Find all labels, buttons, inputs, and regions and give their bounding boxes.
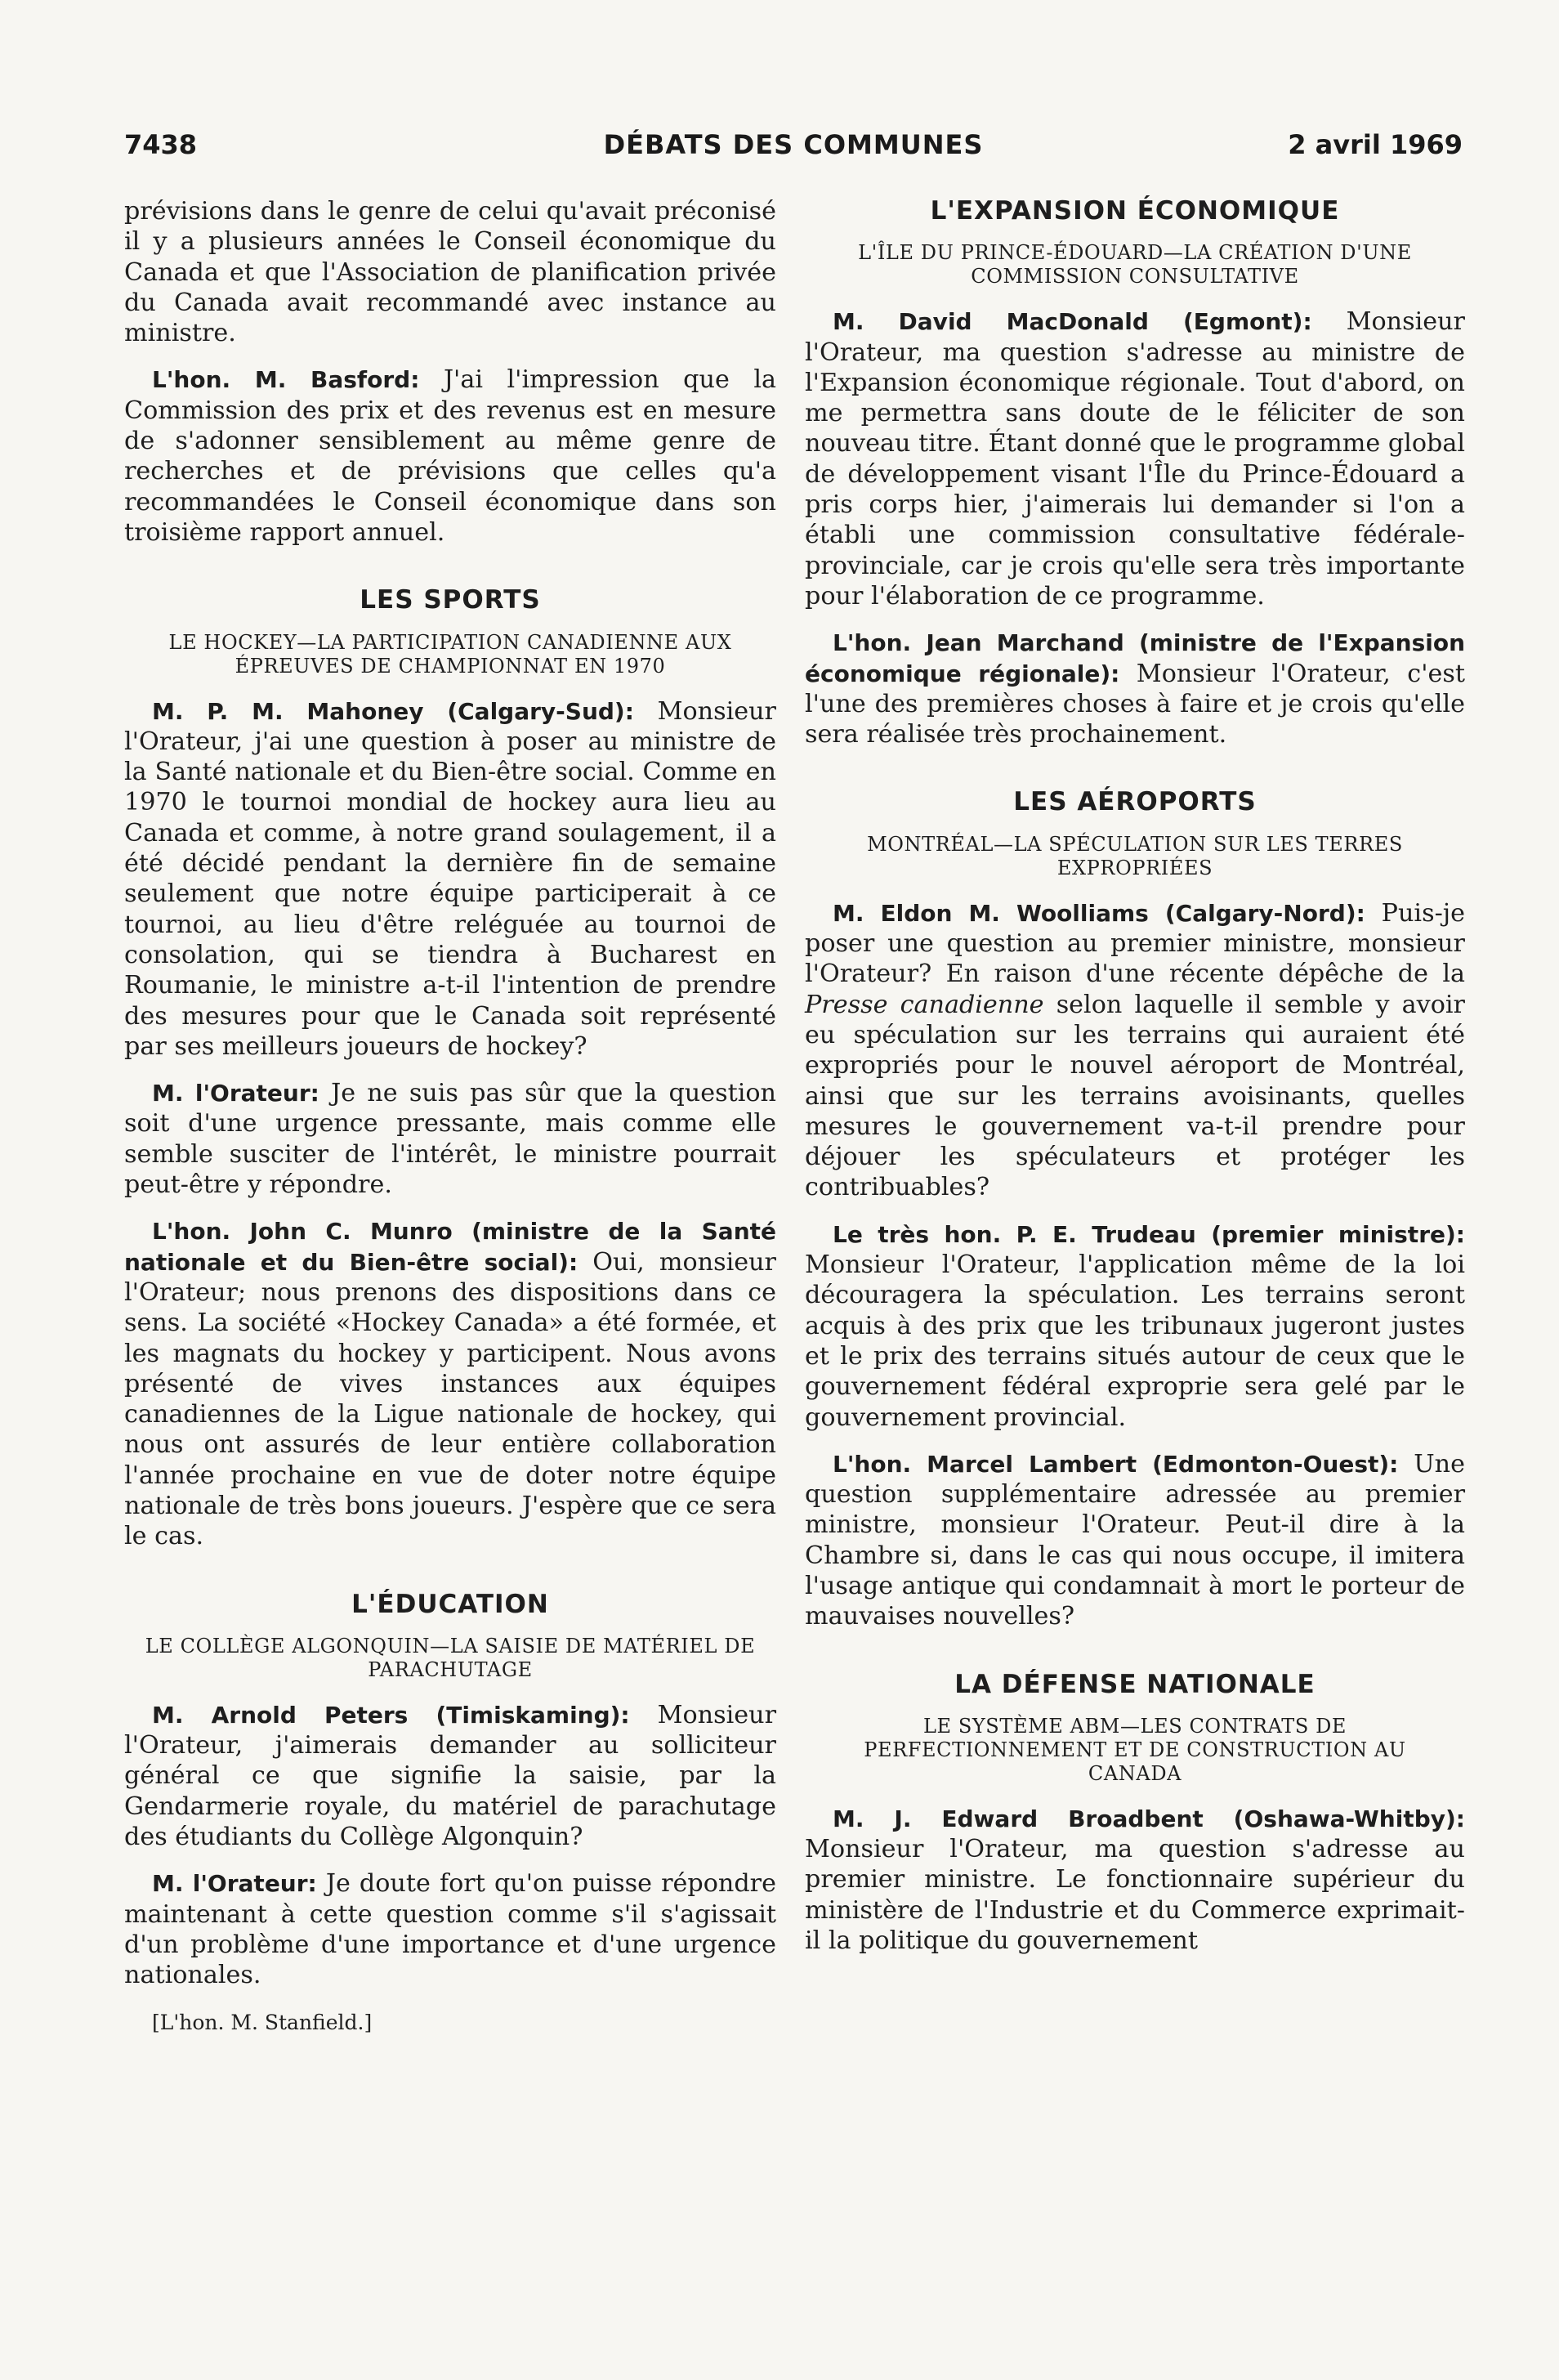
- publication-title: DÉBATS DES COMMUNES: [603, 129, 984, 160]
- paragraph: [124, 1700, 776, 1852]
- page-number: 7438: [124, 129, 198, 160]
- page-date: 2 avril 1969: [1288, 129, 1463, 160]
- paragraph-text: selon laquelle il semble y avoir eu spéculation sur les terrains qui auraient été expropriés pour le nouvel aéroport de Montréal, ainsi que sur les terrains avoisinants, quelles mesures le gouvernement va-t-il prendre pour déjouer les spéculateurs et protéger les contribuables?: [805, 990, 1465, 1202]
- paragraph-text: Monsieur l'Orateur, c'est l'une des premières choses à faire et je crois qu'elle sera réalisée très prochainement.: [805, 659, 1465, 749]
- subheading: MONTRÉAL—LA SPÉCULATION SUR LES TERRES EXPROPRIÉES: [867, 832, 1403, 879]
- paragraph: [805, 1449, 1465, 1632]
- subheading: LE COLLÈGE ALGONQUIN—LA SAISIE DE MATÉRIEL DE PARACHUTAGE: [145, 1634, 756, 1681]
- paragraph: [124, 1868, 776, 1990]
- publication-name: Presse canadienne: [805, 990, 1044, 1019]
- speaker-name: M. David MacDonald (Egmont):: [833, 308, 1312, 336]
- paragraph-text: Monsieur l'Orateur, ma question s'adresse au ministre de l'Expansion économique régionale. Tout d'abord, on me permettra sans doute de le féliciter de son nouveau titre. Étant donné que le programme global de développement visant l'Île du Prince-Édouard a pris corps hier, j'aimerais lui demander si l'on a établi une commission consultative fédérale-provinciale, car je crois qu'elle sera très importante pour l'élaboration de ce programme.: [805, 307, 1465, 611]
- speaker-name: L'hon. M. Basford:: [152, 366, 420, 394]
- paragraph-text: Monsieur l'Orateur, l'application même de la loi découragera la spéculation. Les terrains seront acquis à des prix que les tribunaux jugeront justes et le prix des terrains situés autour de ceux que le gouvernement fédéral exproprie sera gelé par le gouvernement provincial.: [805, 1250, 1465, 1432]
- speaker-name: L'hon. Jean Marchand (ministre de l'Expansion économique régionale):: [805, 629, 1465, 687]
- paragraph: [124, 365, 776, 548]
- subheading: L'ÎLE DU PRINCE-ÉDOUARD—LA CRÉATION D'UNE COMMISSION CONSULTATIVE: [858, 241, 1412, 289]
- paragraph-text: Je ne suis pas sûr que la question soit d'une urgence pressante, mais comme elle semble susciter de l'intérêt, le ministre pourrait peut-être y répondre.: [124, 1079, 776, 1200]
- speaker-name: M. P. M. Mahoney (Calgary-Sud):: [152, 697, 634, 725]
- paragraph: [124, 696, 776, 1062]
- speaker-name: M. Arnold Peters (Timiskaming):: [152, 1701, 630, 1729]
- paragraph-text: Monsieur l'Orateur, j'ai une question à poser au ministre de la Santé nationale et du Bien-être social. Comme en 1970 le tournoi mondial de hockey aura lieu au Canada et comme, à notre grand soulagement, il a été décidé pendant la dernière fin de semaine seulement que notre équipe participerait à ce tournoi, au lieu d'être reléguée au tournoi de consolation, qui se tiendra à Bucharest en Roumanie, le ministre a-t-il l'intention de prendre des mesures pour que le Canada soit représenté par ses meilleurs joueurs de hockey?: [124, 696, 776, 1061]
- paragraph: [124, 1078, 776, 1200]
- paragraph-text: Monsieur l'Orateur, ma question s'adresse au premier ministre. Le fonctionnaire supérieur du ministère de l'Industrie et du Commerce exprimait-il la politique du gouvernement: [805, 1835, 1465, 1956]
- section-heading: L'EXPANSION ÉCONOMIQUE: [930, 196, 1340, 226]
- speaker-name: M. l'Orateur:: [152, 1080, 319, 1107]
- paragraph: [805, 628, 1465, 749]
- speaker-name: Le très hon. P. E. Trudeau (premier ministre):: [833, 1220, 1465, 1248]
- paragraph-text: prévisions dans le genre de celui qu'avait préconisé il y a plusieurs années le Conseil économique du Canada et que l'Association de planification privée du Canada avait recommandé avec instance au ministre.: [124, 197, 776, 348]
- subheading: LE HOCKEY—LA PARTICIPATION CANADIENNE AUX ÉPREUVES DE CHAMPIONNAT EN 1970: [168, 630, 732, 678]
- paragraph: [805, 898, 1465, 1203]
- paragraph: [805, 1804, 1465, 1956]
- subheading: LE SYSTÈME ABM—LES CONTRATS DE PERFECTIONNEMENT ET DE CONSTRUCTION AU CANADA: [864, 1714, 1406, 1785]
- paragraph-text: Oui, monsieur l'Orateur; nous prenons des dispositions dans ce sens. La société «Hockey Canada» a été formée, et les magnats du hockey y participent. Nous avons présenté de vives instances aux équipes canadiennes de la Ligue nationale de hockey, qui nous ont assurés de leur entière collaboration l'année prochaine en vue de doter notre équipe nationale de très bons joueurs. J'espère que ce sera le cas.: [124, 1247, 776, 1551]
- section-heading: LES AÉROPORTS: [1013, 787, 1257, 817]
- paragraph: [805, 306, 1465, 611]
- left-column: [124, 196, 776, 2054]
- paragraph: [805, 1219, 1465, 1433]
- right-column: [805, 196, 1465, 1972]
- speaker-name: L'hon. John C. Munro (ministre de la Santé nationale et du Bien-être social):: [124, 1218, 776, 1276]
- paragraph: [124, 196, 776, 348]
- paragraph-text: Puis-je poser une question au premier ministre, monsieur l'Orateur? En raison d'une récente dépêche de la: [805, 898, 1466, 989]
- speaker-name: M. J. Edward Broadbent (Oshawa-Whitby):: [833, 1805, 1465, 1832]
- section-heading: LA DÉFENSE NATIONALE: [954, 1669, 1316, 1699]
- page-header: [124, 129, 1463, 170]
- speaker-name: L'hon. Marcel Lambert (Edmonton-Ouest):: [833, 1450, 1399, 1478]
- speaker-name: M. Eldon M. Woolliams (Calgary-Nord):: [833, 899, 1365, 927]
- footnote-speaker: [L'hon. M. Stanfield.]: [152, 2010, 373, 2034]
- paragraph-text: Monsieur l'Orateur, j'aimerais demander au solliciteur général ce que signifie la saisie, par la Gendarmerie royale, du matériel de parachutage des étudiants du Collège Algonquin?: [124, 1700, 776, 1852]
- paragraph-text: Une question supplémentaire adressée au premier ministre, monsieur l'Orateur. Peut-il dire à la Chambre si, dans le cas qui nous occupe, il imitera l'usage antique qui condamnait à mort le porteur de mauvaises nouvelles?: [805, 1449, 1465, 1631]
- section-heading: LES SPORTS: [360, 585, 541, 615]
- paragraph: [124, 1216, 776, 1551]
- section-heading: L'ÉDUCATION: [351, 1589, 549, 1619]
- paragraph-text: J'ai l'impression que la Commission des prix et des revenus est en mesure de s'adonner sensiblement au même genre de recherches et de prévisions que celles qu'a recommandées le Conseil économique dans son troisième rapport annuel.: [124, 365, 776, 547]
- paragraph-text: Je doute fort qu'on puisse répondre maintenant à cette question comme s'il s'agissait d'un problème d'une importance et d'une urgence nationales.: [124, 1869, 776, 1990]
- speaker-name: M. l'Orateur:: [152, 1870, 317, 1898]
